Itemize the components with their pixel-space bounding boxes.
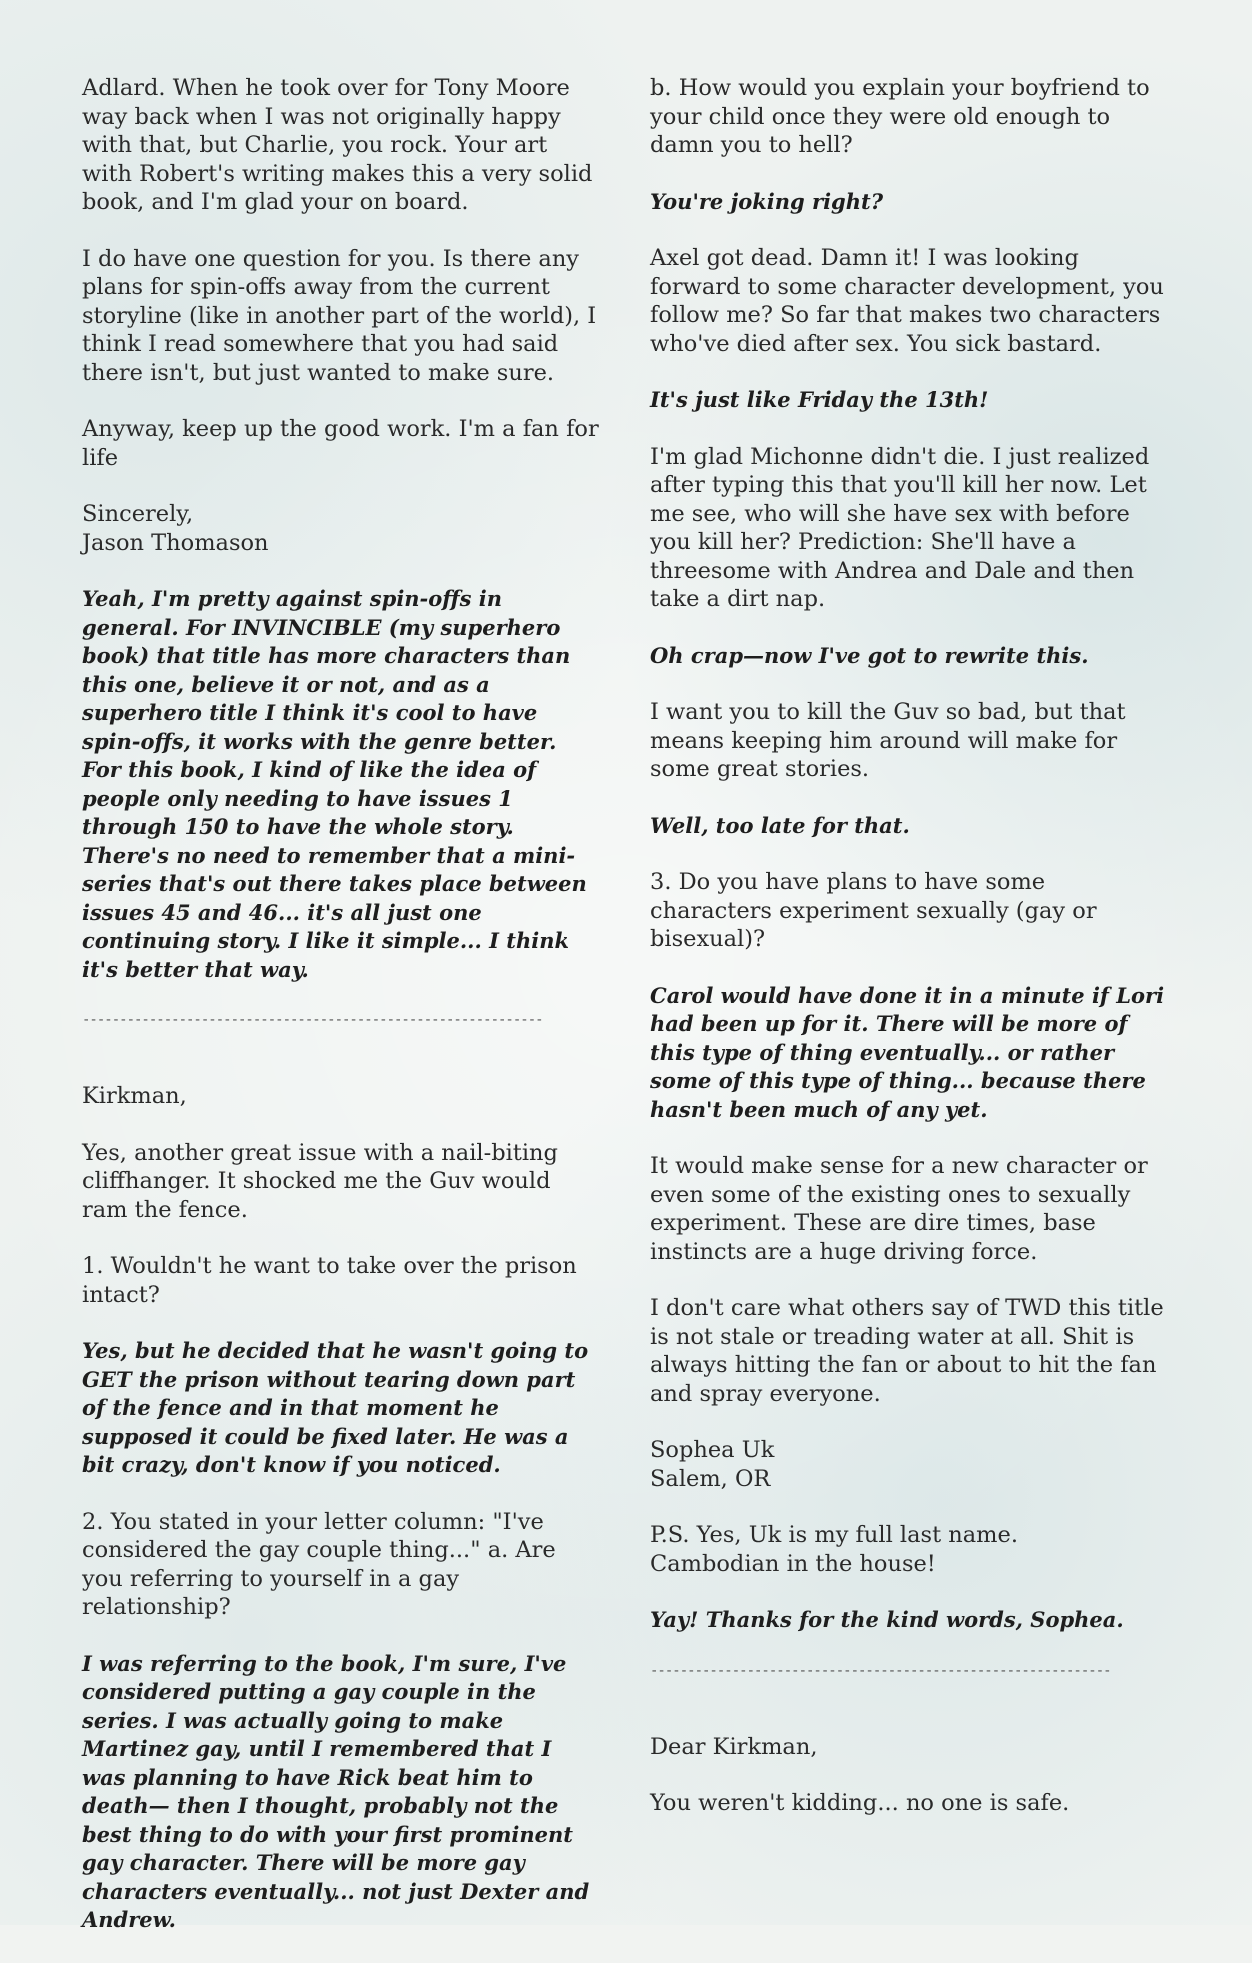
letter-question: 2. You stated in your letter column: "I've considered the gay couple thing..." a. Are you referring to yourself in a gay relationship? (82, 1508, 556, 1620)
right-column (650, 74, 1170, 1846)
letter-paragraph: You weren't kidding... no one is safe. (650, 1790, 1070, 1816)
editor-reply: Oh crap—now I've got to rewrite this. (650, 642, 1089, 668)
letter-salutation: Kirkman, (82, 1083, 187, 1109)
editor-reply: Yeah, I'm pretty against spin-offs in general. For INVINCIBLE (my superhero book) that title has more characters than this one, believe it or not, and as a superhero title I think it's cool to have spin-offs, it works with the genre better. For this book, I kind of like the idea of people only needing to have issues 1 through 150 to have the whole story. There's no need to remember that a mini-series that's out there takes place between issues 45 and 46... it's all just one continuing story. I like it simple... I think it's better that way. (82, 586, 587, 982)
left-column (82, 74, 602, 1963)
letter-paragraph: Anyway, keep up the good work. I'm a fan for life (82, 416, 599, 471)
editor-reply: Well, too late for that. (650, 812, 910, 838)
editor-reply: You're joking right? (650, 188, 883, 214)
letter-paragraph: Yes, another great issue with a nail-biting cliffhanger. It shocked me the Guv would ram the fence. (82, 1139, 558, 1223)
editor-reply: Carol would have done it in a minute if Lori had been up for it. There will be more of this type of thing eventually... or rather some of this type of thing... because there hasn't been much of any yet. (650, 982, 1165, 1122)
editor-reply: I was referring to the book, I'm sure, I've considered putting a gay couple in the series. I was actually going to make Martinez gay, until I remembered that I was planning to have Rick beat him to death— then I thought, probably not the best thing to do with your first prominent gay character. There will be more gay characters eventually... not just Dexter and Andrew. (82, 1650, 590, 1932)
letter-divider: -------------------------------------------------------------- (82, 1012, 543, 1028)
editor-reply: Yes, but he decided that he wasn't going to GET the prison without tearing down part of the fence and in that moment he supposed it could be fixed later. He was a bit crazy, don't know if you noticed. (82, 1338, 589, 1477)
letter-paragraph: I'm glad Michonne didn't die. I just realized after typing this that you'll kill her now. Let me see, who will she have sex with before you kill her? Prediction: She'll have a threesome with Andrea and Dale and then take a dirt nap. (650, 443, 1150, 612)
letter-signoff: Sincerely, (82, 501, 194, 527)
letter-question: b. How would you explain your boyfriend to your child once they were old enough to damn you to hell? (650, 75, 1150, 158)
letter-paragraph: I want you to kill the Guv so bad, but that means keeping him around will make for some great stories. (650, 699, 1126, 782)
letter-question: 3. Do you have plans to have some characters experiment sexually (gay or bisexual)? (650, 869, 1097, 952)
letter-signature: Sophea Uk (650, 1437, 775, 1463)
letter-signature: Jason Thomason (82, 529, 269, 556)
letter-paragraph: I do have one question for you. Is there any plans for spin-offs away from the current storyline (like in another part of the world), I think I read somewhere that you had said there isn't, but just wanted to make sure. (82, 245, 597, 386)
letter-location: Salem, OR (650, 1465, 771, 1492)
letter-salutation: Dear Kirkman, (650, 1733, 818, 1760)
letter-postscript: Cambodian in the house! (650, 1550, 936, 1577)
letter-divider: -------------------------------------------------------------- (650, 1662, 1111, 1679)
letter-postscript: P.S. Yes, Uk is my full last name. (650, 1522, 1018, 1548)
letter-paragraph: I don't care what others say of TWD this title is not stale or treading water at all. Shit is always hitting the fan or about to hit the fan and spray everyone. (650, 1295, 1164, 1407)
editor-reply: Yay! Thanks for the kind words, Sophea. (650, 1607, 1124, 1632)
letter-paragraph: Axel got dead. Damn it! I was looking forward to some character development, you follow me? So far that makes two characters who've died after sex. You sick bastard. (650, 245, 1164, 357)
letter-paragraph: Adlard. When he took over for Tony Moore way back when I was not originally happy with that, but Charlie, you rock. Your art with Robert's writing makes this a very solid book, and I'm glad your on board. (82, 75, 593, 215)
editor-reply: It's just like Friday the 13th! (650, 387, 989, 412)
letter-paragraph: It would make sense for a new character or even some of the existing ones to sexually experiment. These are dire times, base instincts are a huge driving force. (650, 1153, 1148, 1265)
letter-question: 1. Wouldn't he want to take over the prison intact? (82, 1253, 577, 1308)
